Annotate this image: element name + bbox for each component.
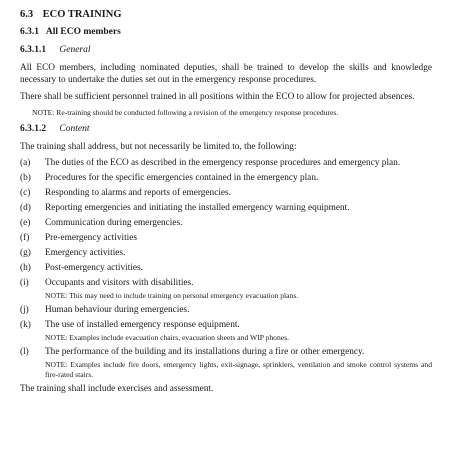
list-item-body	[45, 187, 432, 199]
document-page	[20, 8, 432, 395]
closing-statement: The training shall include exercises and assessment.	[20, 384, 214, 394]
list-item-text: Emergency activities.	[45, 248, 126, 258]
list-item-body	[45, 319, 432, 343]
list-item-body	[45, 346, 432, 380]
list-item-label: (g)	[20, 248, 31, 258]
list-item	[20, 262, 432, 274]
list-item-text: Post-emergency activities.	[45, 263, 143, 273]
note-text: Re-training should be conducted following a revision of the emergency response procedures.	[56, 108, 339, 117]
content-title: Content	[59, 124, 90, 134]
subsection-title: All ECO members	[45, 27, 121, 37]
note-label: NOTE:	[32, 108, 55, 117]
general-paragraph-2: There shall be sufficient personnel trained in all positions within the ECO to allow for projected absences.	[20, 92, 415, 102]
list-item-label: (f)	[20, 233, 30, 243]
general-note	[32, 108, 432, 118]
list-item-label: (d)	[20, 203, 31, 213]
list-item-label: (k)	[20, 320, 31, 330]
list-item	[20, 319, 432, 343]
list-item-label: (c)	[20, 188, 31, 198]
general-heading	[20, 44, 432, 57]
list-item	[20, 187, 432, 199]
list-item	[20, 232, 432, 244]
list-item	[20, 157, 432, 169]
list-item-note: NOTE: Examples include fire doors, emergency lights, exit-signage, sprinklers, ventilation and smoke control systems and fire-rated stairs.	[45, 360, 432, 379]
list-item-body	[45, 262, 432, 274]
list-item-text: Occupants and visitors with disabilities.	[45, 278, 194, 288]
list-item-label: (i)	[20, 278, 29, 288]
list-item-label: (l)	[20, 347, 29, 357]
list-item-body	[45, 202, 432, 214]
general-title: General	[59, 45, 91, 55]
general-paragraph-1: All ECO members, including nominated deputies, shall be trained to develop the skills and knowledge necessary to undertake the duties set out in the emergency response procedures.	[20, 63, 432, 85]
list-item-note: NOTE: This may need to include training on personal emergency evacuation plans.	[45, 291, 299, 300]
list-item-text: The use of installed emergency response equipment.	[45, 320, 240, 330]
general-number: 6.3.1.1	[20, 45, 47, 55]
list-item-text: Reporting emergencies and initiating the installed emergency warning equipment.	[45, 203, 350, 213]
list-item-body	[45, 157, 432, 169]
list-item	[20, 247, 432, 259]
list-item	[20, 346, 432, 380]
list-item-text: The duties of the ECO as described in the emergency response procedures and emergency plan.	[45, 158, 401, 168]
list-item-text: Pre-emergency activities	[45, 233, 137, 243]
subsection-heading	[20, 26, 432, 39]
list-item-body	[45, 172, 432, 184]
list-item-label: (j)	[20, 305, 29, 315]
list-item-text: Procedures for the specific emergencies contained in the emergency plan.	[45, 173, 319, 183]
list-item-text: The performance of the building and its installations during a fire or other emergency.	[45, 347, 365, 357]
list-item-text: Responding to alarms and reports of emergencies.	[45, 188, 231, 198]
section-heading	[20, 8, 432, 21]
section-title: ECO TRAINING	[42, 9, 122, 20]
list-item-body	[45, 304, 432, 316]
list-item-text: Human behaviour during emergencies.	[45, 305, 190, 315]
list-item-body	[45, 232, 432, 244]
section-number: 6.3	[20, 9, 34, 20]
list-item-body	[45, 277, 432, 301]
list-item-label: (a)	[20, 158, 31, 168]
list-item-body	[45, 247, 432, 259]
list-item-label: (e)	[20, 218, 31, 228]
list-item	[20, 217, 432, 229]
content-list	[20, 157, 432, 380]
content-number: 6.3.1.2	[20, 124, 47, 134]
content-heading	[20, 123, 432, 136]
list-item	[20, 172, 432, 184]
list-item-note: NOTE: Examples include evacuation chairs, evacuation sheets and WIP phones.	[45, 333, 289, 342]
list-item	[20, 304, 432, 316]
content-intro: The training shall address, but not necessarily be limited to, the following:	[20, 142, 297, 152]
list-item	[20, 277, 432, 301]
list-item-label: (b)	[20, 173, 31, 183]
list-item	[20, 202, 432, 214]
list-item-text: Communication during emergencies.	[45, 218, 183, 228]
subsection-number: 6.3.1	[20, 27, 39, 37]
list-item-body	[45, 217, 432, 229]
list-item-label: (h)	[20, 263, 31, 273]
